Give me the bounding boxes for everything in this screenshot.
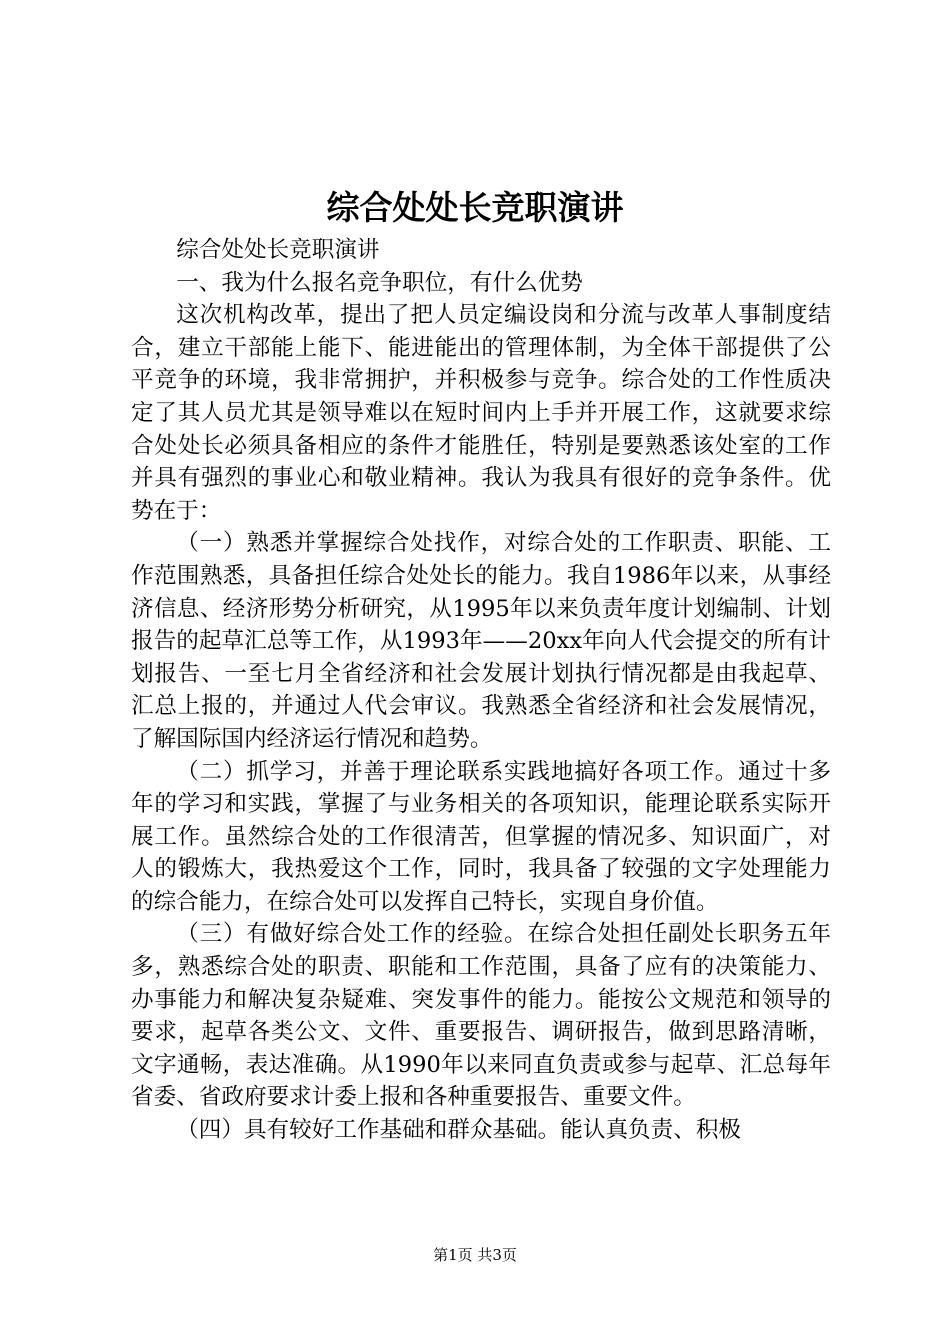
paragraph-point-1: （一）熟悉并掌握综合处找作，对综合处的工作职责、职能、工作范围熟悉，具备担任综合处处长的能力。我自1986年以来，从事经济信息、经济形势分析研究，从1995年以来负责年度计划编制、计划报告的起草汇总等工作，从1993年——20xx年向人代会提交的所有计划报告、一至七月全省经济和社会发展计划执行情况都是由我起草、汇总上报的，并通过人代会审议。我熟悉全省经济和社会发展情况，了解国际国内经济运行情况和趋势。 (131, 530, 831, 752)
paragraph-point-2: （二）抓学习，并善于理论联系实践地搞好各项工作。通过十多年的学习和实践，掌握了与业务相关的各项知识，能理论联系实际开展工作。虽然综合处的工作很清苦，但掌握的情况多、知识面广，对人的锻炼大，我热爱这个工作，同时，我具备了较强的文字处理能力的综合能力，在综合处可以发挥自己特长，实现自身价值。 (131, 758, 831, 915)
paragraph-point-4: （四）具有较好工作基础和群众基础。能认真负责、积极 (176, 1117, 742, 1144)
document-title: 综合处处长竞职演讲 (326, 188, 624, 227)
document-body (131, 234, 831, 1147)
page-footer: 第1页 共3页 (433, 1246, 517, 1264)
paragraph-intro: 这次机构改革，提出了把人员定编设岗和分流与改革人事制度结合，建立干部能上能下、能进能出的管理体制，为全体干部提供了公平竞争的环境，我非常拥护，并积极参与竞争。综合处的工作性质决定了其人员尤其是领导难以在短时间内上手并开展工作，这就要求综合处处长必须具备相应的条件才能胜任，特别是要熟悉该处室的工作并具有强烈的事业心和敬业精神。我认为我具有很好的竞争条件。优势在于： (131, 302, 831, 524)
paragraph-section-heading: 一、我为什么报名竞争职位，有什么优势 (176, 269, 583, 296)
paragraph-point-3: （三）有做好综合处工作的经验。在综合处担任副处长职务五年多，熟悉综合处的职责、职能和工作范围，具备了应有的决策能力、办事能力和解决复杂疑难、突发事件的能力。能按公文规范和领导的要求，起草各类公文、文件、重要报告、调研报告，做到思路清晰，文字通畅，表达准确。从1990年以来同直负责或参与起草、汇总每年省委、省政府要求计委上报和各种重要报告、重要文件。 (131, 921, 831, 1111)
paragraph-subtitle: 综合处处长竞职演讲 (176, 237, 380, 263)
